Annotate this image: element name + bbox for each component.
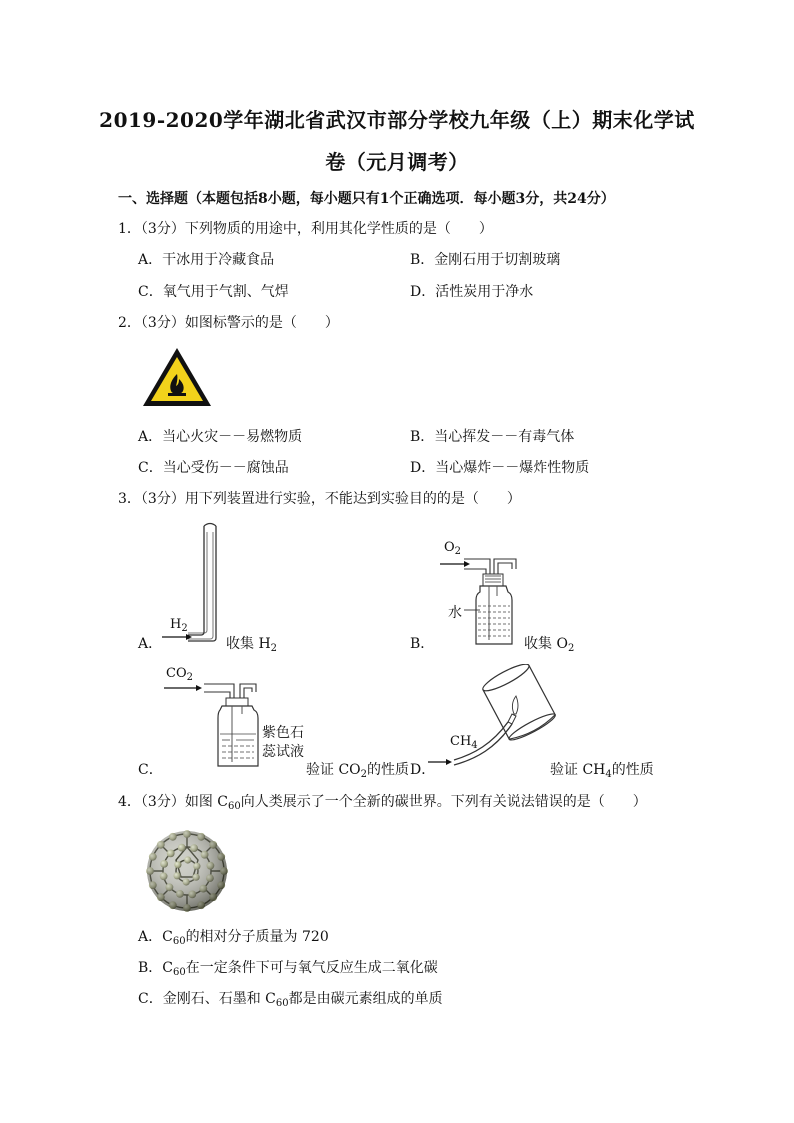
q3-c-caption-suffix: 的性质 [367,762,410,778]
q3-c-caption [306,759,409,779]
q3-a-gas-text: H [170,617,182,632]
q1-option-a: A．干冰用于冷藏食品 [138,252,275,268]
q1-option-d: D．活性炭用于净水 [410,284,534,300]
q4-stem-text: 4．（3分）如图 C [118,794,228,810]
q3-c-caption-text: 验证 CO [306,762,361,778]
q4-stem-suffix: 向人类展示了一个全新的碳世界。下列有关说法错误的是（ ） [240,794,647,810]
q3-d-caption-suffix: 的性质 [611,762,654,778]
q3-a-gas-sub: 2 [181,623,188,634]
q2-stem: 2．（3分）如图标警示的是（ ） [118,315,339,331]
q4-option-a-suffix: 的相对分子质量为 720 [185,929,329,945]
q4-stem-sub: 60 [227,801,241,812]
q3-c-caption-sub: 2 [360,769,368,780]
q3-b-caption-sub: 2 [567,643,575,654]
q4-option-a [138,926,329,946]
q3-b-caption-text: 收集 O [524,636,568,652]
q3-c-gas-sub: 2 [186,672,193,683]
q3-b-gas-sub: 2 [454,546,462,557]
q3-a-caption-sub: 2 [270,643,278,654]
q3-c-gas-text: CO [166,666,187,681]
q1-option-b: B．金刚石用于切割玻璃 [410,252,561,268]
q4-option-a-text: A．C [138,929,173,945]
q3-a-gas-label [170,617,188,632]
q4-option-b-text: B．C [138,960,173,976]
q3-d-caption [550,759,654,779]
q4-option-b-sub: 60 [173,967,186,978]
section-heading: 一、选择题（本题包括8小题，每小题只有1个正确选项．每小题3分，共24分） [118,191,615,207]
q3-d-gas-sub: 4 [471,740,478,751]
q3-d-caption-sub: 4 [605,769,612,780]
q3-b-water-label: 水 [448,605,462,621]
q3-stem: 3．（3分）用下列装置进行实验，不能达到实验目的的是（ ） [118,491,521,507]
q3-option-c-letter: C． [138,762,163,778]
q4-option-b [138,957,438,977]
flammable-warning-icon [141,346,213,408]
q4-option-b-suffix: 在一定条件下可与氧气反应生成二氧化碳 [185,960,438,976]
q3-b-gas-text: O [444,540,455,555]
collect-h2-tube-diagram [158,520,222,646]
q1-option-c: C．氧气用于气割、气焊 [138,284,289,300]
q3-option-b-letter: B． [410,636,435,652]
q1-stem: 1．（3分）下列物质的用途中，利用其化学性质的是（ ） [118,221,493,237]
q4-option-c [138,988,443,1008]
q4-option-c-sub: 60 [275,998,289,1009]
c60-molecule-image [140,826,234,916]
q3-d-gas-text: CH [450,734,472,749]
q4-option-c-suffix: 都是由碳元素组成的单质 [288,991,443,1007]
q2-option-a: A．当心火灾－－易燃物质 [138,429,303,445]
q3-a-caption-text: 收集 H [226,636,271,652]
q3-c-liquid-label-2: 蕊试液 [262,744,304,760]
q2-option-b: B．当心挥发－－有毒气体 [410,429,575,445]
q4-option-a-sub: 60 [172,936,186,947]
q3-option-a-letter: A． [138,636,163,652]
q3-d-caption-text: 验证 CH [550,762,606,778]
q4-option-c-text: C．金刚石、石墨和 C [138,991,276,1007]
page-title-line2: 卷（元月调考） [325,150,469,174]
q2-option-d: D．当心爆炸－－爆炸性物质 [410,460,590,476]
verify-ch4-burning-diagram [424,664,560,772]
q3-a-caption [226,633,277,653]
verify-co2-bottle-diagram [160,678,264,770]
collect-o2-bottle-diagram [436,552,526,648]
q3-b-caption [524,633,574,653]
q2-option-c: C．当心受伤－－腐蚀品 [138,460,289,476]
q3-c-liquid-label-1: 紫色石 [262,725,304,741]
q3-option-d-letter: D． [410,762,436,778]
q4-stem [118,791,647,811]
page-title-line1: 2019-2020学年湖北省武汉市部分学校九年级（上）期末化学试 [99,108,695,132]
